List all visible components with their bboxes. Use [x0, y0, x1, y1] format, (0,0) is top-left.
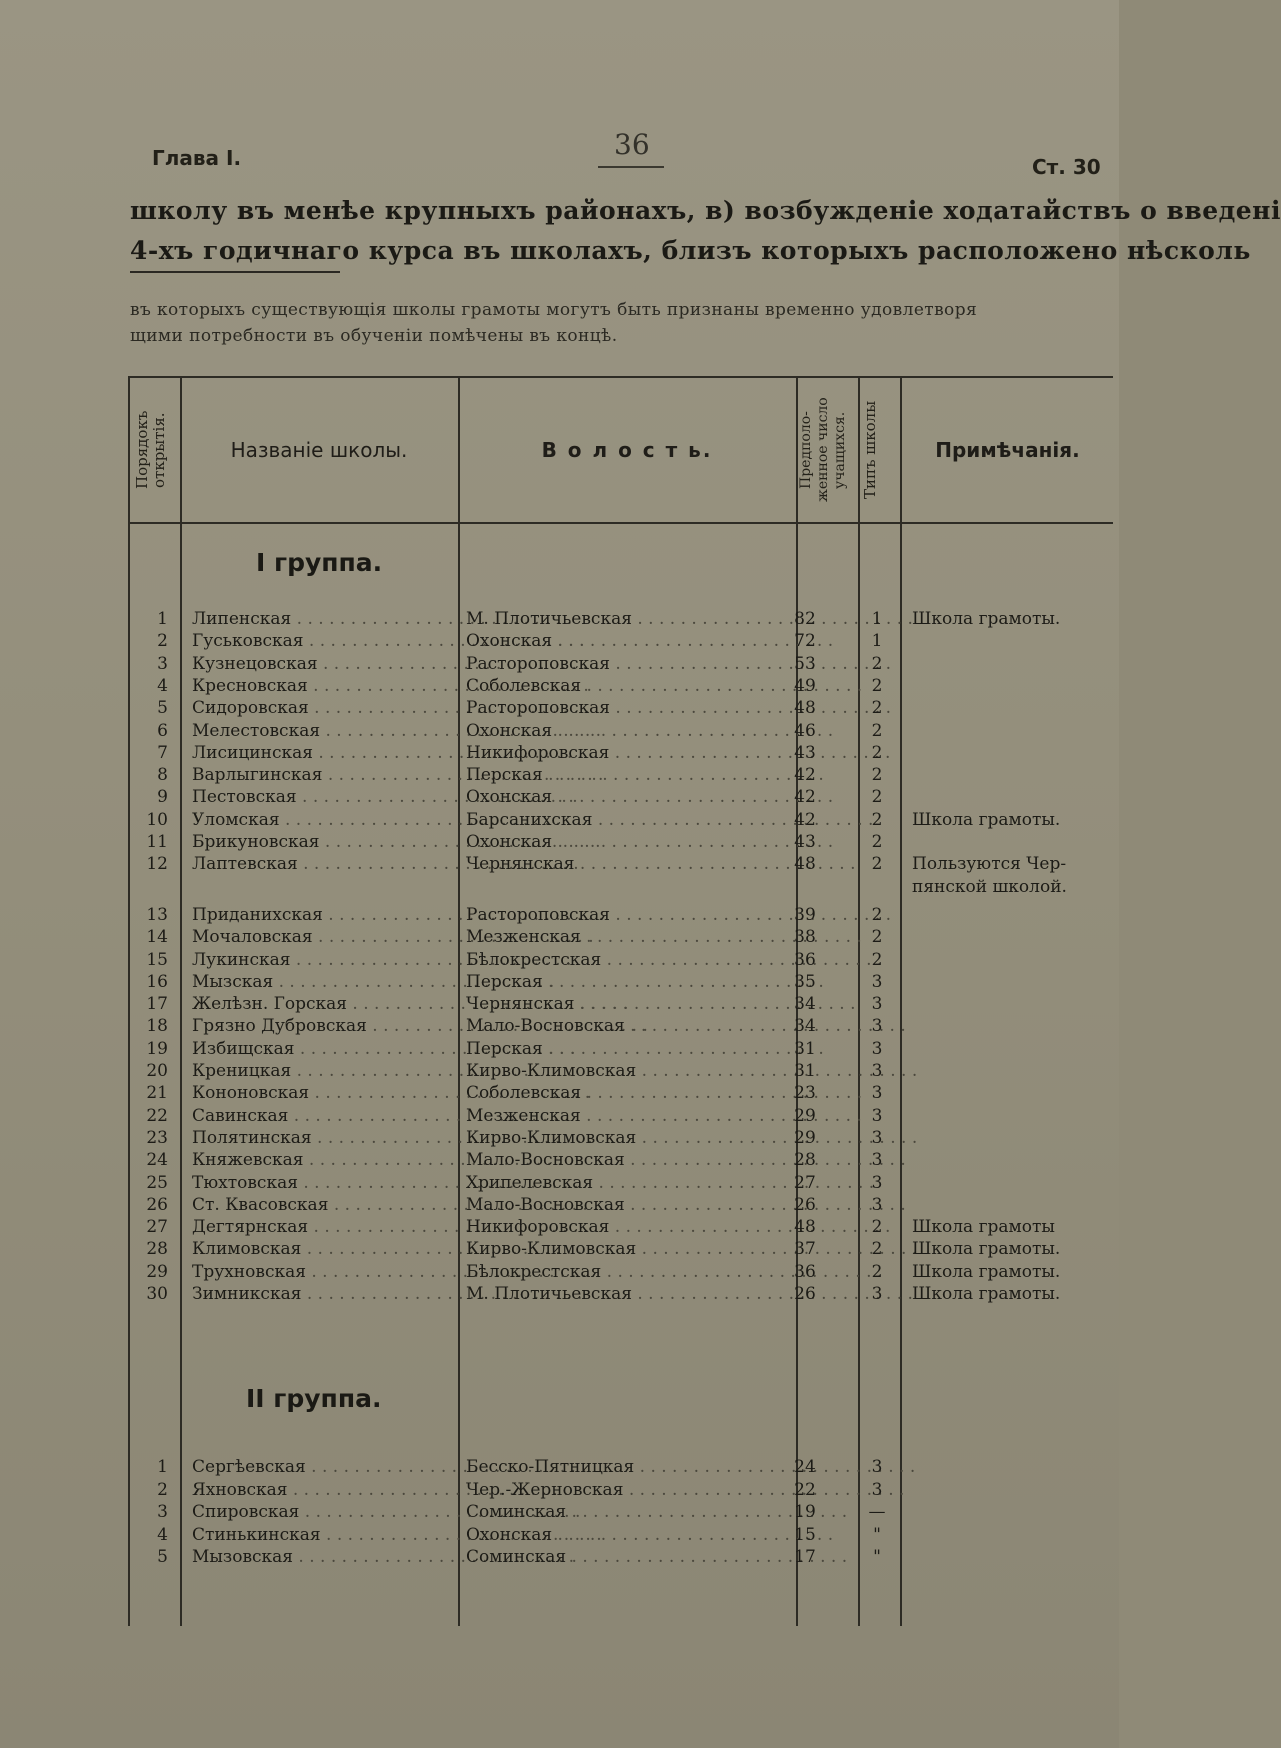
table-row	[128, 608, 1113, 630]
volost-name: Барсанихская . . .	[466, 809, 806, 831]
row-number: 14	[146, 927, 168, 948]
group-1-title: I группа.	[256, 548, 383, 577]
volost-name: Мало-Восновская . . .	[466, 1015, 806, 1037]
school-type: 2	[871, 698, 883, 719]
student-count: 29	[794, 1127, 816, 1148]
school-type: 2	[871, 675, 883, 696]
school-name: Стинькинская . . .	[192, 1524, 452, 1546]
student-count: 82	[794, 609, 816, 629]
school-name: Избищская . . .	[192, 1038, 452, 1060]
volost-name: Кирво-Климовская . . .	[466, 1127, 806, 1149]
header-volost: В о л о с т ь.	[541, 438, 713, 462]
table-row	[128, 1105, 1113, 1127]
row-number: 28	[146, 1239, 168, 1260]
volost-name: Кирво-Климовская . . .	[466, 1238, 806, 1260]
header-notes: Примѣчанія.	[935, 438, 1080, 462]
volost-name: Мезженская . . .	[466, 1105, 806, 1127]
school-type: 3	[871, 1127, 883, 1148]
table-row	[128, 1082, 1113, 1104]
volost-name: Охонская . . .	[466, 1524, 806, 1546]
student-count: 36	[794, 1261, 816, 1282]
volost-name: Никифоровская . . .	[466, 1216, 806, 1238]
school-name: Мелестовская . . .	[192, 720, 452, 742]
row-number: 17	[146, 994, 168, 1015]
student-count: 15	[794, 1524, 816, 1545]
note-text-line-1: въ которыхъ существующія школы грамоты могутъ быть признаны временно удовлетворя	[130, 300, 978, 320]
table-row	[128, 876, 1113, 898]
student-count: 53	[794, 653, 816, 674]
school-name: Липенская . . .	[192, 608, 452, 630]
school-type: 3	[871, 1105, 883, 1126]
volost-name: Охонская . . .	[466, 630, 806, 652]
row-number: 5	[157, 698, 168, 719]
volost-name: Перская . . .	[466, 1038, 806, 1060]
school-type: 2	[871, 1239, 883, 1260]
row-note: Школа грамоты	[912, 1217, 1055, 1238]
volost-name: Перская . . .	[466, 971, 806, 993]
student-count: 34	[794, 1016, 816, 1037]
row-number: 10	[146, 809, 168, 830]
school-type: "	[873, 1524, 881, 1545]
school-type: 3	[871, 1038, 883, 1059]
row-note: Школа грамоты.	[912, 1284, 1061, 1304]
row-note: Пользуются Чер-	[912, 854, 1067, 875]
table-row	[128, 1149, 1113, 1171]
school-name: Брикуновская . . .	[192, 831, 452, 853]
table-row	[128, 949, 1113, 971]
school-type: 3	[871, 1284, 883, 1304]
school-type: —	[868, 1502, 886, 1522]
school-type: 1	[871, 631, 883, 652]
volost-name: Мезженская . . .	[466, 926, 806, 948]
row-note: Школа грамоты.	[912, 609, 1061, 629]
volost-name: Мало-Восновская . . .	[466, 1194, 806, 1216]
school-name: Мочаловская . . .	[192, 926, 452, 948]
volost-name: Бѣлокрестская . . .	[466, 1261, 806, 1283]
table-row	[128, 1172, 1113, 1194]
volost-name: Соминская . . .	[466, 1546, 806, 1568]
school-name: Уломская . . .	[192, 809, 452, 831]
table-row	[128, 1261, 1113, 1283]
row-number: 2	[157, 1479, 168, 1500]
row-number: 22	[146, 1105, 168, 1126]
volost-name: Перская . . .	[466, 764, 806, 786]
student-count: 49	[794, 675, 816, 696]
table-row	[128, 697, 1113, 719]
school-type: "	[873, 1547, 881, 1567]
student-count: 42	[794, 809, 816, 830]
school-name: Мызская . . .	[192, 971, 452, 993]
row-number: 6	[157, 720, 168, 741]
school-name: Кресновская . . .	[192, 675, 452, 697]
school-name: Трухновская . . .	[192, 1261, 452, 1283]
school-type: 1	[871, 609, 883, 629]
row-number: 11	[146, 832, 168, 852]
table-row	[128, 1038, 1113, 1060]
school-name: Приданихская . . .	[192, 904, 452, 926]
student-count: 43	[794, 742, 816, 763]
school-type: 2	[871, 653, 883, 674]
school-type: 3	[871, 971, 883, 992]
table-row	[128, 764, 1113, 786]
school-type: 2	[871, 1261, 883, 1282]
volost-name: М. Плотичьевская . . .	[466, 608, 806, 630]
student-count: 43	[794, 832, 816, 852]
volost-name: Соболевская . . .	[466, 675, 806, 697]
row-number: 16	[146, 971, 168, 992]
header-type: Типъ школы	[861, 400, 879, 500]
school-name: Мызовская . . .	[192, 1546, 452, 1568]
school-type: 3	[871, 1150, 883, 1171]
volost-name: Бесско-Пятницкая . . .	[466, 1456, 806, 1478]
school-type: 2	[871, 854, 883, 875]
school-type: 2	[871, 765, 883, 786]
volost-name: Растороповская . . .	[466, 697, 806, 719]
row-number: 12	[146, 854, 168, 875]
school-name: Лисицинская . . .	[192, 742, 452, 764]
row-number: 3	[157, 653, 168, 674]
row-number: 7	[157, 742, 168, 763]
school-type: 3	[871, 1083, 883, 1104]
student-count: 17	[794, 1547, 816, 1567]
school-name: Климовская . . .	[192, 1238, 452, 1260]
table-row	[128, 653, 1113, 675]
student-count: 19	[794, 1502, 816, 1522]
row-number: 13	[146, 904, 168, 925]
table-row	[128, 1015, 1113, 1037]
school-name: Яхновская . . .	[192, 1479, 452, 1501]
school-name: Ст. Квасовская . . .	[192, 1194, 452, 1216]
chapter-label: Глава I.	[152, 146, 242, 170]
student-count: 35	[794, 971, 816, 992]
table-row	[128, 971, 1113, 993]
volost-name: Хрипелевская . . .	[466, 1172, 806, 1194]
school-name: Сидоровская . . .	[192, 697, 452, 719]
row-number: 30	[146, 1284, 168, 1304]
group-2-title: II группа.	[246, 1384, 382, 1413]
student-count: 48	[794, 854, 816, 875]
student-count: 34	[794, 994, 816, 1015]
row-number: 9	[157, 787, 168, 808]
row-number: 21	[146, 1083, 168, 1104]
school-type: 2	[871, 927, 883, 948]
row-note: Школа грамоты.	[912, 1239, 1061, 1260]
school-type: 2	[871, 949, 883, 970]
school-name: Лаптевская . . .	[192, 853, 452, 875]
school-type: 3	[871, 994, 883, 1015]
school-name: Сергѣевская . . .	[192, 1456, 452, 1478]
school-type: 3	[871, 1016, 883, 1037]
lead-text-line-1: школу въ менѣе крупныхъ районахъ, в) возбужденіе ходатайствъ о введені	[130, 196, 1281, 225]
school-type: 2	[871, 832, 883, 852]
table-row	[128, 809, 1113, 831]
table-row	[128, 1127, 1113, 1149]
volost-name: Чернянская . . .	[466, 853, 806, 875]
volost-name: Никифоровская . . .	[466, 742, 806, 764]
table-row	[128, 853, 1113, 875]
row-number: 19	[146, 1038, 168, 1059]
student-count: 29	[794, 1105, 816, 1126]
table-row	[128, 1283, 1113, 1305]
table-row	[128, 1194, 1113, 1216]
school-type: 3	[871, 1194, 883, 1215]
lead-text-line-2: 4-хъ годичнаго курса въ школахъ, близъ которыхъ расположено нѣсколь	[130, 236, 1251, 265]
article-label: Ст. 30	[1032, 155, 1101, 179]
volost-name: Чернянская . . .	[466, 993, 806, 1015]
student-count: 31	[794, 1038, 816, 1059]
school-type: 2	[871, 742, 883, 763]
student-count: 46	[794, 720, 816, 741]
student-count: 31	[794, 1061, 816, 1081]
table-row	[128, 993, 1113, 1015]
school-type: 3	[871, 1061, 883, 1081]
row-number: 27	[146, 1217, 168, 1238]
school-type: 3	[871, 1172, 883, 1193]
volost-name: Чер.-Жерновская . . .	[466, 1479, 806, 1501]
school-name: Пестовская . . .	[192, 786, 452, 808]
row-number: 2	[157, 631, 168, 652]
row-number: 26	[146, 1194, 168, 1215]
row-note: пянской школой.	[912, 876, 1067, 897]
volost-name: Охонская . . .	[466, 786, 806, 808]
student-count: 26	[794, 1194, 816, 1215]
row-number: 4	[157, 1524, 168, 1545]
school-name: Княжевская . . .	[192, 1149, 452, 1171]
row-number: 15	[146, 949, 168, 970]
schools-table	[128, 376, 1113, 1626]
volost-name: Бѣлокрестская . . .	[466, 949, 806, 971]
row-number: 4	[157, 675, 168, 696]
row-number: 1	[157, 1457, 168, 1477]
school-name: Савинская . . .	[192, 1105, 452, 1127]
table-row	[128, 720, 1113, 742]
row-number: 20	[146, 1061, 168, 1081]
student-count: 42	[794, 765, 816, 786]
school-type: 2	[871, 1217, 883, 1238]
student-count: 42	[794, 787, 816, 808]
school-type: 2	[871, 720, 883, 741]
table-row	[128, 1501, 1113, 1523]
row-number: 8	[157, 765, 168, 786]
student-count: 37	[794, 1239, 816, 1260]
school-name: Спировская . . .	[192, 1501, 452, 1523]
student-count: 26	[794, 1284, 816, 1304]
table-row	[128, 630, 1113, 652]
school-name: Зимникская . . .	[192, 1283, 452, 1305]
row-note: Школа грамоты.	[912, 1261, 1061, 1282]
table-row	[128, 831, 1113, 853]
student-count: 22	[794, 1479, 816, 1500]
table-row	[128, 904, 1113, 926]
student-count: 27	[794, 1172, 816, 1193]
note-text-line-2: щими потребности въ обученіи помѣчены въ концѣ.	[130, 326, 618, 346]
table-row	[128, 1216, 1113, 1238]
footnote-separator	[130, 271, 340, 273]
school-type: 3	[871, 1479, 883, 1500]
row-note: Школа грамоты.	[912, 809, 1061, 830]
header-name: Названіе школы.	[230, 438, 408, 462]
student-count: 36	[794, 949, 816, 970]
volost-name: Кирво-Климовская . . .	[466, 1060, 806, 1082]
volost-name: Соминская . . .	[466, 1501, 806, 1523]
header-count: Предполо- женное число учащихся.	[798, 397, 848, 503]
student-count: 48	[794, 1217, 816, 1238]
school-type: 2	[871, 809, 883, 830]
row-number: 29	[146, 1261, 168, 1282]
row-number: 25	[146, 1172, 168, 1193]
row-number: 24	[146, 1150, 168, 1171]
volost-name: Растороповская . . .	[466, 653, 806, 675]
volost-name: Соболевская . . .	[466, 1082, 806, 1104]
table-row	[128, 1456, 1113, 1478]
school-name: Полятинская . . .	[192, 1127, 452, 1149]
student-count: 24	[794, 1457, 816, 1477]
header-order: Порядокъ открытія.	[133, 410, 168, 490]
school-type: 2	[871, 904, 883, 925]
school-name: Варлыгинская . . .	[192, 764, 452, 786]
volost-name: Охонская . . .	[466, 720, 806, 742]
volost-name: Растороповская . . .	[466, 904, 806, 926]
volost-name: Мало-Восновская . . .	[466, 1149, 806, 1171]
student-count: 39	[794, 904, 816, 925]
table-row	[128, 1238, 1113, 1260]
row-number: 23	[146, 1127, 168, 1148]
volost-name: М. Плотичьевская . . .	[466, 1283, 806, 1305]
school-name: Гуськовская . . .	[192, 630, 452, 652]
school-name: Грязно Дубровская . . .	[192, 1015, 452, 1037]
school-type: 3	[871, 1457, 883, 1477]
volost-name: Охонская . . .	[466, 831, 806, 853]
school-type: 2	[871, 787, 883, 808]
school-name: Тюхтовская . . .	[192, 1172, 452, 1194]
school-name: Дегтярнская . . .	[192, 1216, 452, 1238]
page-number-rule	[598, 166, 664, 168]
school-name: Кузнецовская . . .	[192, 653, 452, 675]
row-number: 5	[157, 1547, 168, 1567]
page-number: 36	[614, 128, 650, 161]
school-name: Лукинская . . .	[192, 949, 452, 971]
school-name: Кононовская . . .	[192, 1082, 452, 1104]
row-number: 3	[157, 1502, 168, 1522]
school-name: Желѣзн. Горская . . .	[192, 993, 452, 1015]
school-name: Креницкая . . .	[192, 1060, 452, 1082]
student-count: 28	[794, 1150, 816, 1171]
table-row	[128, 786, 1113, 808]
student-count: 48	[794, 698, 816, 719]
table-row	[128, 1060, 1113, 1082]
table-row	[128, 1546, 1113, 1568]
row-number: 1	[157, 609, 168, 629]
table-row	[128, 742, 1113, 764]
table-row	[128, 1479, 1113, 1501]
student-count: 38	[794, 927, 816, 948]
table-row	[128, 926, 1113, 948]
table-top-border	[128, 376, 1113, 378]
row-number: 18	[146, 1016, 168, 1037]
student-count: 72	[794, 631, 816, 652]
student-count: 23	[794, 1083, 816, 1104]
table-row	[128, 675, 1113, 697]
table-row	[128, 1524, 1113, 1546]
table-header-border	[128, 522, 1113, 524]
